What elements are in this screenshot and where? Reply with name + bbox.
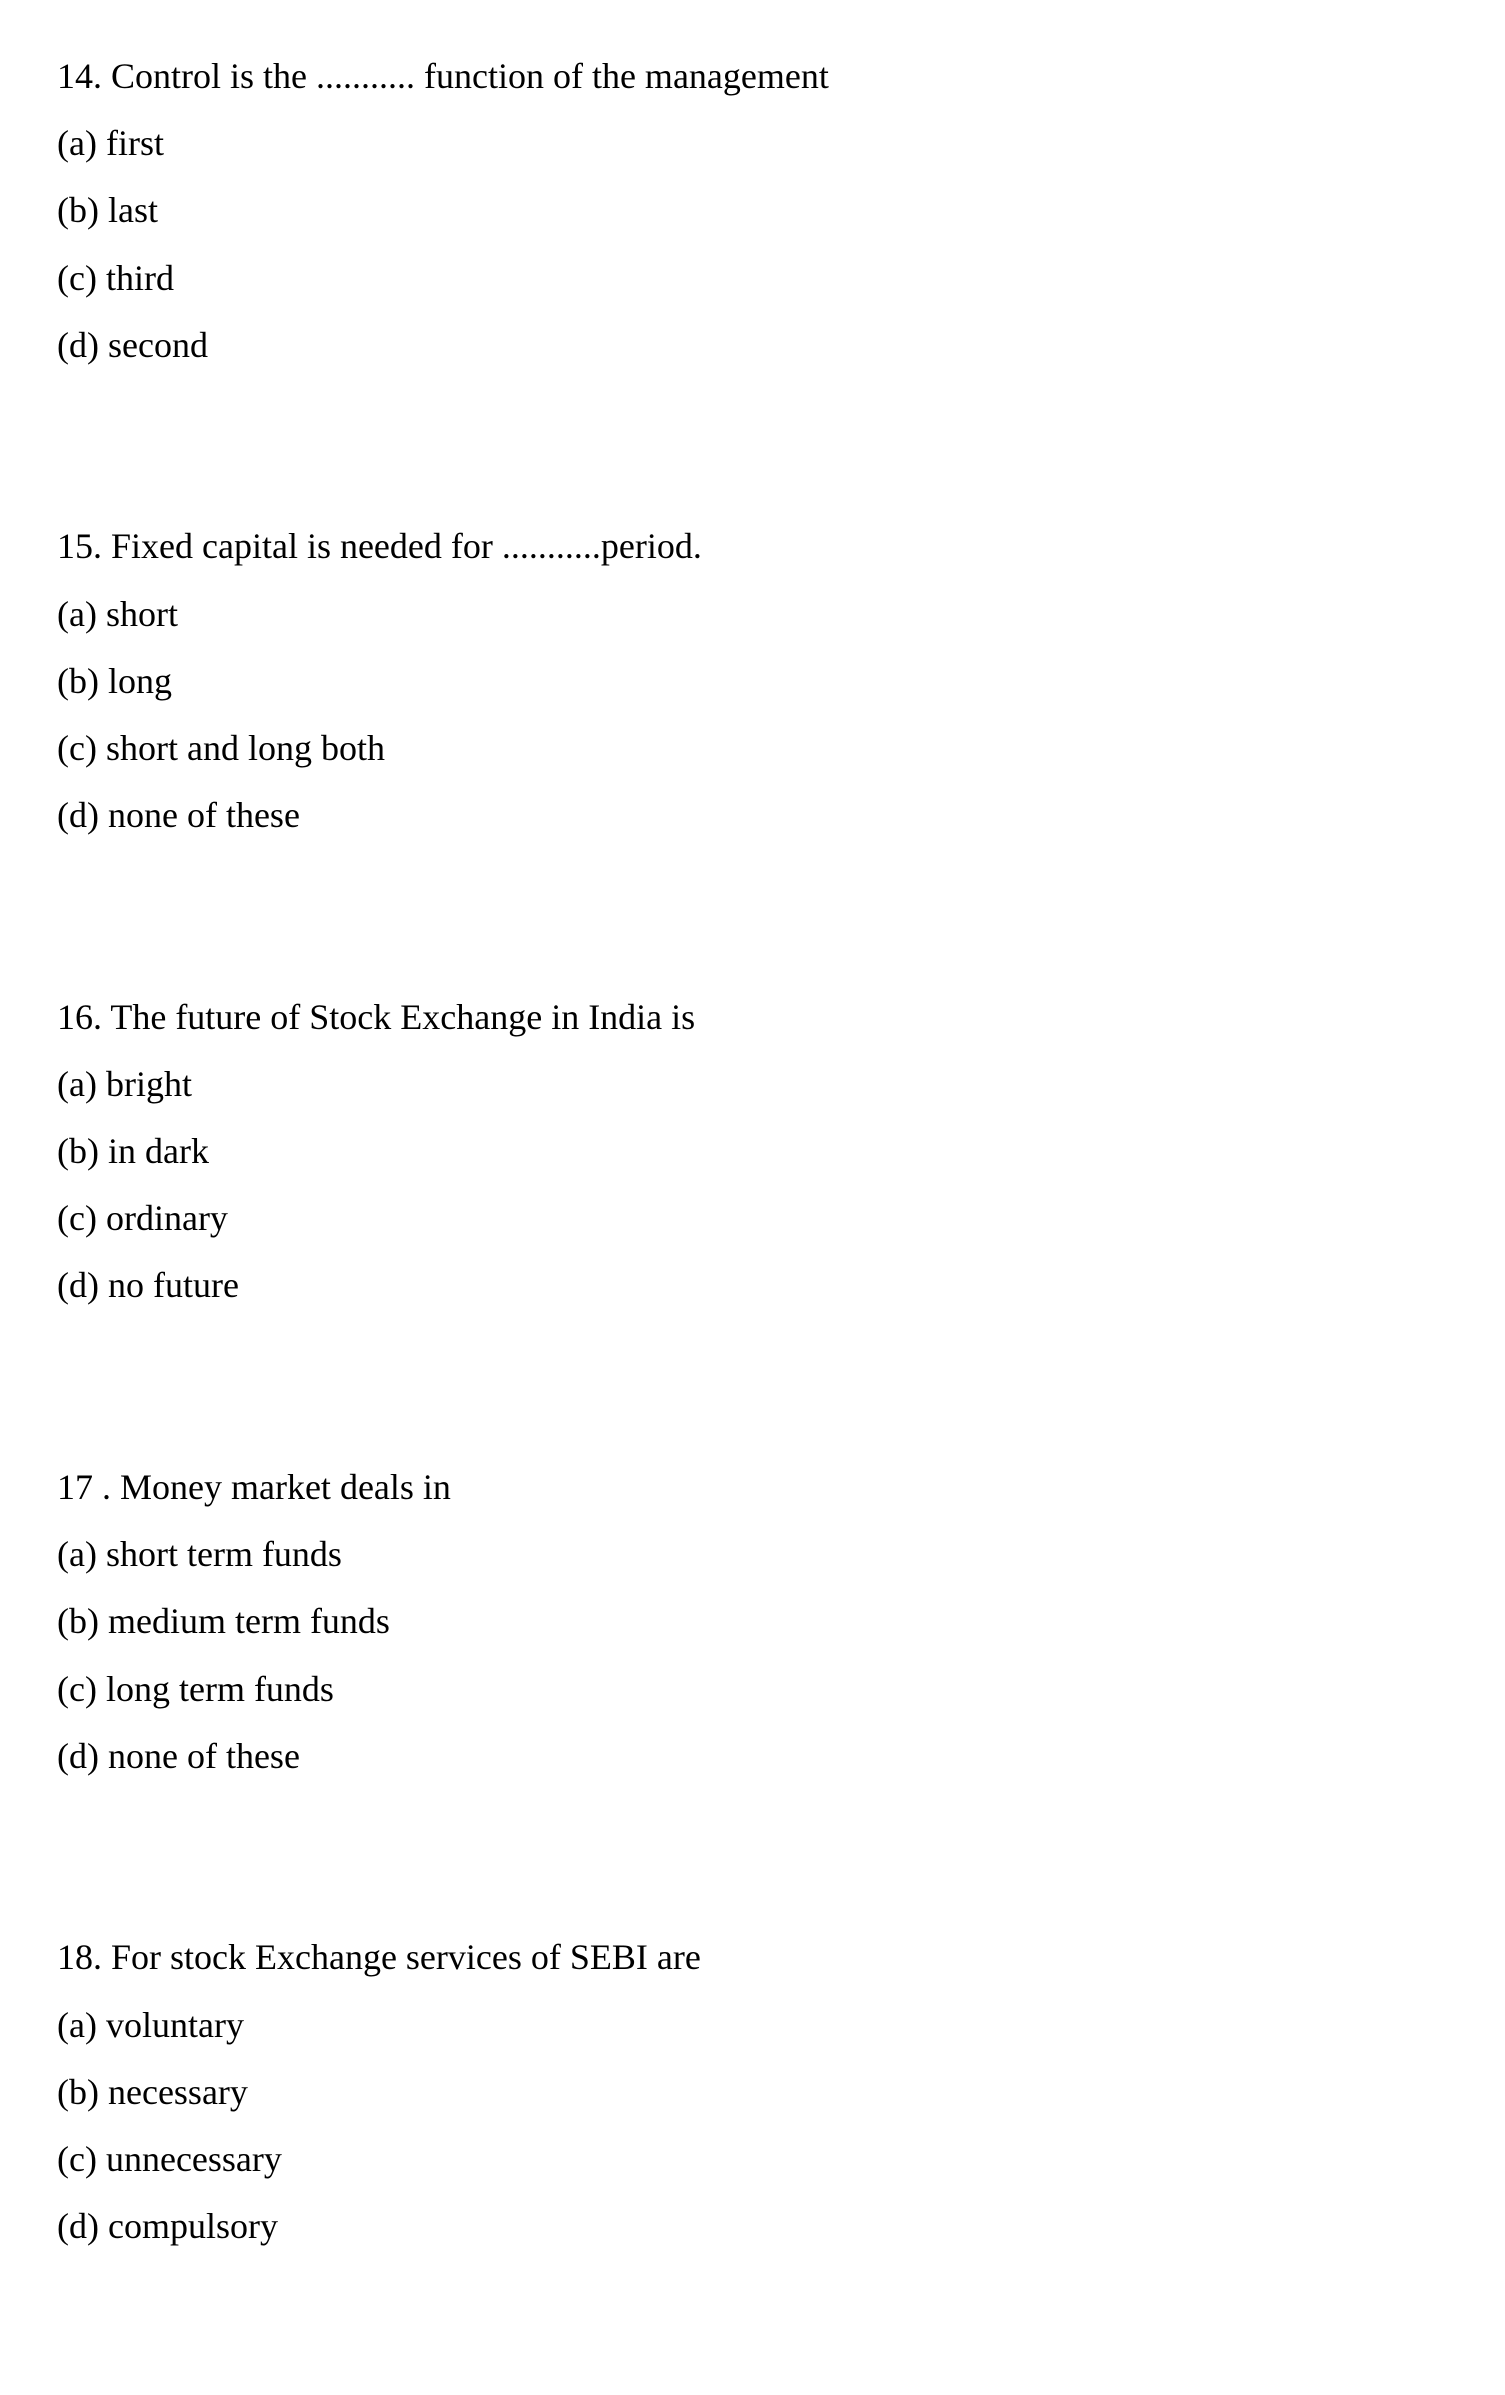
option-text: voluntary (105, 2004, 244, 2045)
option-text: short and long both (105, 727, 385, 768)
option-text: compulsory (107, 2206, 278, 2247)
option-letter: (b) (57, 1131, 99, 1172)
option-b (57, 177, 1457, 244)
option-letter: (c) (57, 2138, 97, 2179)
option-text: short term funds (105, 1534, 342, 1575)
option-text: bright (105, 1063, 192, 1104)
option-text: ordinary (105, 1198, 228, 1239)
option-letter: (b) (57, 190, 99, 231)
option-text: long term funds (105, 1668, 334, 1709)
option-a (57, 1521, 1457, 1588)
question-text: 15. Fixed capital is needed for ...........period. (57, 526, 702, 567)
option-text: unnecessary (105, 2138, 282, 2179)
option-c (57, 1185, 1457, 1252)
mcq-page (57, 43, 1457, 2395)
option-a (57, 581, 1457, 648)
option-text: medium term funds (107, 1601, 390, 1642)
option-text: second (107, 324, 208, 365)
option-c (57, 245, 1457, 312)
question-text: 16. The future of Stock Exchange in India is (57, 996, 696, 1037)
option-letter: (a) (57, 2004, 97, 2045)
option-letter: (a) (57, 593, 97, 634)
question-15 (57, 513, 1457, 849)
option-text: first (105, 123, 164, 164)
option-text: last (107, 190, 158, 231)
question-16 (57, 984, 1457, 1320)
option-d (57, 782, 1457, 849)
option-text: third (105, 257, 174, 298)
option-text: necessary (107, 2071, 248, 2112)
question-17 (57, 1454, 1457, 1790)
option-text: none of these (107, 795, 300, 836)
option-b (57, 648, 1457, 715)
question-14 (57, 43, 1457, 379)
option-letter: (d) (57, 1265, 99, 1306)
option-letter: (d) (57, 2206, 99, 2247)
option-letter: (a) (57, 1534, 97, 1575)
option-letter: (d) (57, 1735, 99, 1776)
option-letter: (c) (57, 257, 97, 298)
option-c (57, 2126, 1457, 2193)
option-b (57, 1588, 1457, 1655)
option-d (57, 1723, 1457, 1790)
option-d (57, 312, 1457, 379)
option-a (57, 110, 1457, 177)
option-letter: (c) (57, 1668, 97, 1709)
option-letter: (d) (57, 324, 99, 365)
option-letter: (d) (57, 795, 99, 836)
option-letter: (c) (57, 1198, 97, 1239)
question-text: 18. For stock Exchange services of SEBI are (57, 1937, 701, 1978)
option-d (57, 2193, 1457, 2260)
option-letter: (b) (57, 660, 99, 701)
option-text: in dark (107, 1131, 209, 1172)
option-text: short (105, 593, 178, 634)
option-d (57, 1252, 1457, 1319)
option-letter: (c) (57, 727, 97, 768)
option-b (57, 1118, 1457, 1185)
question-18 (57, 1924, 1457, 2260)
option-text: long (107, 660, 172, 701)
question-text: 17 . Money market deals in (57, 1466, 451, 1507)
option-a (57, 1992, 1457, 2059)
option-b (57, 2059, 1457, 2126)
option-letter: (a) (57, 1063, 97, 1104)
option-letter: (b) (57, 1601, 99, 1642)
option-c (57, 1656, 1457, 1723)
question-text: 14. Control is the ........... function of the management (57, 56, 829, 96)
option-letter: (a) (57, 123, 97, 164)
option-text: none of these (107, 1735, 300, 1776)
option-text: no future (107, 1265, 239, 1306)
option-letter: (b) (57, 2071, 99, 2112)
option-a (57, 1051, 1457, 1118)
option-c (57, 715, 1457, 782)
